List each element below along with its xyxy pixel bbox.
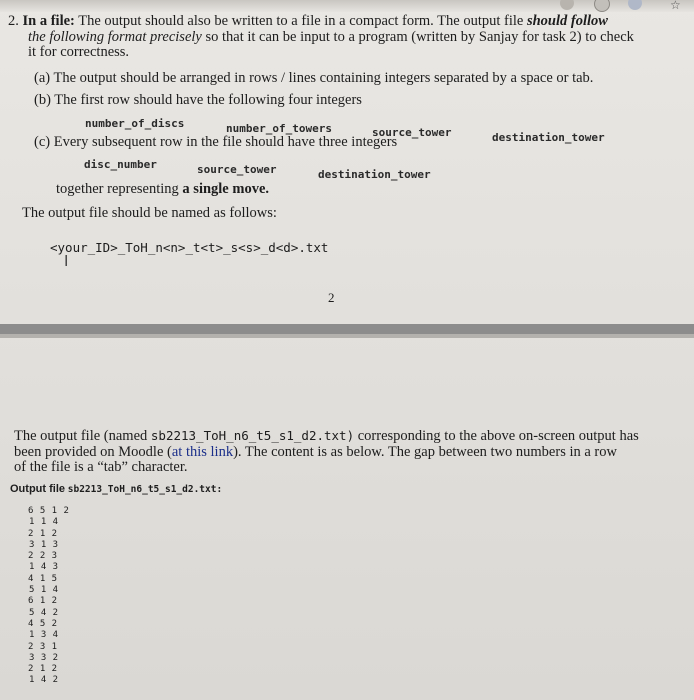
together-emphasis: a single move.	[182, 181, 270, 197]
sub-a-text: The output should be arranged in rows / lines containing integers separated by a space or tab.	[53, 70, 594, 86]
file-row: 5 1 4	[29, 585, 59, 596]
together-line	[56, 181, 269, 197]
lower-filename-code: sb2213_ToH_n6_t5_s1_d2.txt)	[150, 428, 355, 443]
extension-icon-2[interactable]	[628, 0, 642, 10]
move-field-disc-number: disc_number	[84, 158, 157, 171]
sub-a	[34, 70, 593, 86]
moodle-link[interactable]: at this link	[171, 444, 234, 460]
item-heading: In a file:	[22, 13, 75, 29]
field-number-of-discs: number_of_discs	[85, 117, 185, 130]
file-row: 2 1 2	[28, 528, 58, 539]
sub-c	[34, 134, 397, 150]
file-row: 2 2 3	[28, 551, 58, 562]
bookmark-star-icon[interactable]: ☆	[670, 0, 681, 12]
lower-line1	[14, 428, 639, 444]
file-row: 3 3 2	[29, 652, 59, 663]
lower-line2-text: been provided on Moodle (	[14, 444, 172, 460]
page-number: 2	[328, 290, 335, 305]
sub-a-label: (a)	[34, 70, 51, 86]
sub-c-label: (c)	[34, 134, 51, 150]
file-row: 1 4 2	[29, 675, 59, 686]
lower-line1-rest: corresponding to the above on-screen output has	[357, 428, 639, 444]
file-row: 1 3 4	[29, 630, 59, 641]
naming-pattern: <your_ID>_ToH_n<n>_t<t>_s<s>_d<d>.txt	[50, 240, 329, 255]
move-field-source-tower: source_tower	[197, 163, 277, 176]
move-field-destination-tower: destination_tower	[318, 168, 431, 181]
file-row: 2 1 2	[28, 664, 58, 675]
lower-line2	[14, 444, 617, 460]
field-source-tower: source_tower	[372, 126, 452, 139]
file-row: 5 4 2	[29, 607, 59, 618]
page-break-divider	[0, 324, 694, 334]
item-line1-text: The output should also be written to a file in a compact form. The output file	[78, 13, 524, 29]
lower-line2-rest: ). The content is as below. The gap between two numbers in a row	[233, 444, 617, 460]
file-row: 3 1 3	[29, 539, 59, 550]
file-row: 1 1 4	[29, 517, 59, 528]
together-prefix: together representing	[56, 181, 179, 197]
file-content	[28, 506, 69, 687]
text-cursor-icon: I	[64, 252, 69, 270]
lower-line3: of the file is a “tab” character.	[14, 459, 188, 475]
item2-line3: it for correctness.	[28, 44, 130, 60]
browser-toolbar-edge	[0, 0, 694, 12]
lower-line1-text: The output file (named	[14, 428, 148, 444]
file-row: 4 5 2	[28, 618, 58, 629]
sub-c-text: Every subsequent row in the file should have three integers	[53, 134, 398, 150]
item2-line2	[28, 29, 634, 45]
output-file-name: sb2213_ToH_n6_t5_s1_d2.txt:	[67, 484, 223, 495]
output-file-caption	[10, 483, 222, 495]
item2-line1	[8, 13, 608, 29]
output-file-label: Output file	[10, 483, 65, 495]
page-break-shadow	[0, 334, 694, 338]
item-line2-emphasis: the following format precisely	[28, 29, 202, 45]
sub-b-label: (b)	[34, 92, 51, 108]
file-row: 6 1 2	[28, 596, 58, 607]
item-line1-emphasis: should follow	[526, 13, 608, 29]
item-number: 2.	[8, 13, 19, 29]
file-row: 1 4 3	[29, 562, 59, 573]
naming-intro: The output file should be named as follows:	[22, 205, 277, 221]
google-icon[interactable]	[594, 0, 610, 12]
field-number-of-towers: number_of_towers	[226, 122, 332, 135]
extension-icon[interactable]	[560, 0, 574, 10]
file-row: 2 3 1	[28, 641, 58, 652]
file-row: 6 5 1 2	[28, 506, 70, 516]
file-row: 4 1 5	[28, 573, 58, 584]
sub-b-text: The first row should have the following four integers	[54, 92, 362, 108]
field-destination-tower: destination_tower	[492, 131, 605, 144]
sub-b	[34, 92, 362, 108]
item-line2-text: so that it can be input to a program (written by Sanjay for task 2) to check	[205, 29, 634, 45]
